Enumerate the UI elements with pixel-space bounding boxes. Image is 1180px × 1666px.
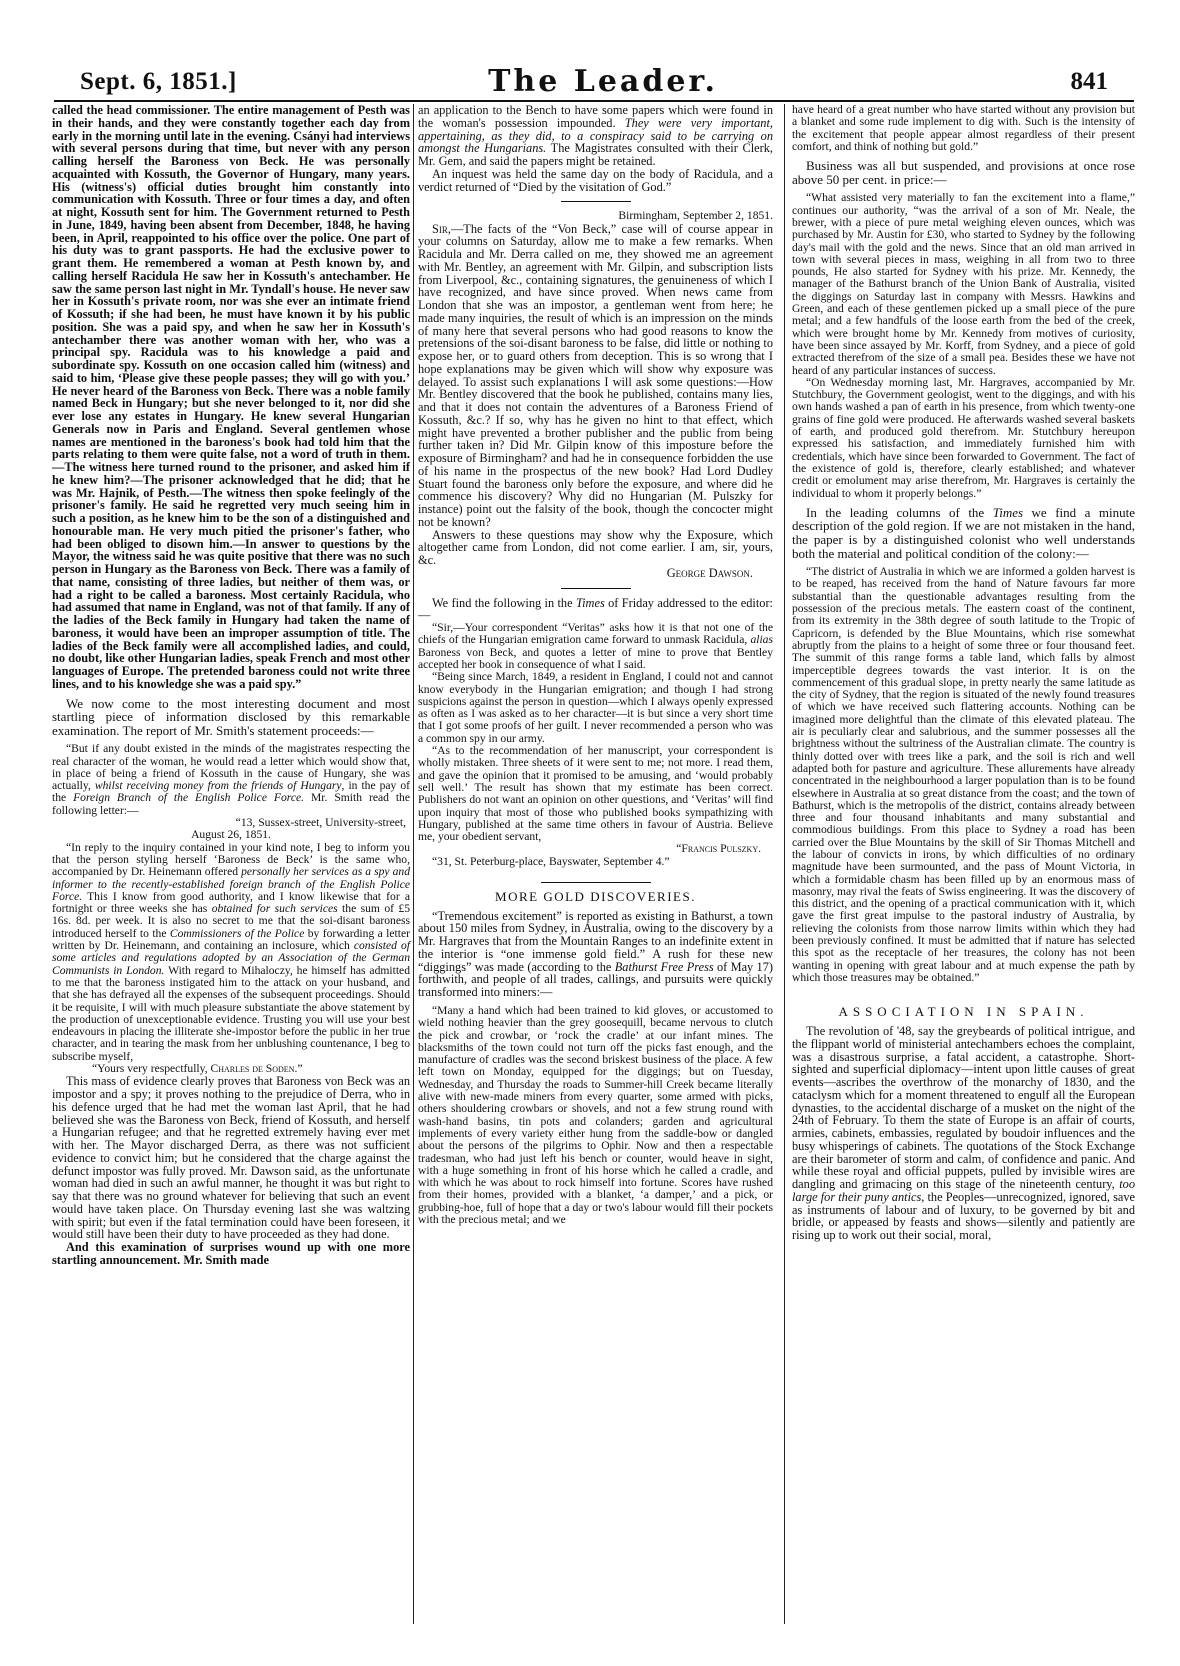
letter-body: Sir,—The facts of the “Von Beck,” case will of course appear in your columns on Saturday, allow me to make a few remarks. When Racidula and Mr. Derra called on me, they showed me an agreement with Mr. Bentley, an agreement with Mr. Gilpin, and subscription lists from Liverpool, &c., containing signatures, the genuineness of which I have recognized, and have since proved. When news came from London that she was an impostor, a gentleman went from here; he made many inquiries, the result of which is an impression on the minds of many here that several persons who had good reasons to know the pretensions of the soi-disant baroness to be false, did little or nothing to expose her, or to guard others from deception. This is so wrong that I hope explanations may be given which will show why exposure was delayed. To assist such explanations I will ask some questions:—How Mr. Bentley discovered that the book he published, contains many lies, and that it does not contain the adventures of a Baroness Friend of Kossuth, &c.? If so, why has he given no hint to that effect, which might have prevented a brother publisher and the public from being further taken in? Did Mr. Gilpin know of this imposture before the exposure of Birmingham? and had he in consequence forbidden the use of his name in the prospectus of the new book? Had Lord Dudley Stuart found the baroness only before the exposure, and where did he commence his discovery? Why did no Hungarian (M. Pulszky for instance) point out the falsity of the book, though the concocter might not be known? (418, 221, 773, 529)
letter-address: “31, St. Peterburg-place, Bayswater, September 4.” (432, 854, 670, 868)
section-heading: MORE GOLD DISCOVERIES. (495, 888, 696, 904)
quoted-paragraph: “Sir,—Your correspondent “Veritas” asks how it is that not one of the chiefs of the Hungarian emigration came forward to unmask Racidula, alias Baroness von Beck, and quotes a letter of mine to prove that Bentley accepted her book in consequence of what I said. (418, 621, 773, 671)
paragraph: Answers to these questions may show why the Exposure, which altogether came from London, did not come earlier. I am, sir, yours, &c. (418, 527, 773, 568)
page-number: 841 (1070, 68, 1108, 95)
quoted-paragraph: “Being since March, 1849, a resident in England, I could not and cannot know everybody in the Hungarian emigration; and though I had strong suspicions against the person in question—which I always openly expressed as often as I was asked as to her character—it is but since a very short time that I got some proofs of her guilt. I never recommended a person who was a common spy in our army. (418, 670, 773, 745)
section-divider (561, 201, 631, 202)
paragraph: The revolution of '48, say the greybeards of political intrigue, and the flippant world of ministerial antechambers echoes the complaint, was a disastrous surprise, a fatal accident, a catastrophe. Short-sighted and superficial diplomacy—intent upon little causes of great events—ascribes the overthrow of the monarchy of 1830, and the cataclysm which for a moment threatened to engulf all the European dynasties, to the accidental discharge of a musket on the night of the 24th of February. To them the state of Europe is an affair of courts, armies, cabinets, embassies, regulated by boudoir influences and the busy whisperings of cabinets. The quotations of the Stock Exchange are their barometer of storm and calm, of confidence and panic. And while these royal and official puppets, pulled by invisible wires are dangling and grimacing on this stage of the nineteenth century, too large for their puny antics, the Peoples—unrecognized, ignored, save as instruments of labour and of luxury, to be governed by bit and bridle, or appeased by feasts and shows—silently and patiently are rising up to work out their social, moral, (792, 1024, 1135, 1243)
column-divider (784, 104, 785, 1624)
paragraph: an application to the Bench to have some papers which were found in the woman's possession impounded. They were very important, appertaining, as they did, to a conspiracy said to be carrying on amongst the Hungarians. The Magistrates consulted with their Clerk, Mr. Gem, and said the papers might be retained. (418, 103, 773, 168)
paragraph: We find the following in the Times of Friday addressed to the editor:— (418, 595, 773, 623)
paragraph: And this examination of surprises wound up with one more startling announcement. Mr. Smith made (52, 1240, 410, 1267)
letter-date: August 26, 1851. (191, 828, 271, 842)
masthead (58, 64, 1148, 104)
quoted-paragraph: “As to the recommendation of her manuscript, your correspondent is wholly mistaken. Three sheets of it were sent to me; not more. I read them, and gave the opinion that it promised to be amusing, and ‘would probably sell well.’ The result has shown that my estimate has been correct. Publishers do not want an opinion on other questions, and ‘Veritas’ will find upon inquiry that most of those who published books sympathizing with Hungary, published at the same time others in favour of Austria. Believe me, your obedient servant, (418, 744, 773, 844)
column-1 (52, 104, 410, 1267)
quoted-paragraph: “Many a hand which had been trained to kid gloves, or accustomed to wield nothing heavier than the grey goosequill, became nervous to clutch the pick and crowbar, or ‘rock the cradle’ at our infant mines. The blacksmiths of the town could not turn off the picks fast enough, and the manufacture of cradles was the second briskest business of the place. A few left town on Monday, equipped for the diggings; but on Tuesday, Wednesday, and Thursday the roads to Summer-hill Creek became literally alive with new-made miners from every quarter, some armed with picks, others shouldering crowbars or shovels, and not a few strung round with wash-hand basins, tin pots and colanders; garden and agricultural implements of every variety either hung from the saddle-bow or dangled about the persons of the pilgrims to Ophir. Now and then a respectable tradesman, who had just left his bench or counter, would heave in sight, with a huge something in front of his horse which he called a cradle, and with which he was about to rock himself into fortune. Scores have rushed from their homes, provided with a blanket, ‘a damper,’ and a pick, or grubbing-hoe, full of hope that a day or two's labour would fill their pockets with the precious metal; and we (418, 1003, 773, 1227)
paragraph: “Tremendous excitement” is reported as existing in Bathurst, a town about 150 miles from Sydney, in Australia, owing to the discovery by a Mr. Hargraves that from the Mountain Ranges to an indefinite extent in the interior is “one immense gold field.” A rush for these new “diggings” was made (according to the Bathurst Free Press of May 17) forthwith, and people of all trades, callings, and pursuits were quickly transformed into miners:— (418, 908, 773, 1000)
quoted-paragraph: have heard of a great number who have started without any provision but a blanket and some rude implement to dig with. Such is the intensity of the excitement that people appear almost regardless of their present comfort, and think of nothing but gold.” (792, 103, 1135, 153)
letter-signature: George Dawson. (666, 565, 753, 580)
quoted-paragraph: “The district of Australia in which we are informed a golden harvest is to be reaped, has received from the hand of Nature favours far more substantial than the questionable advantages resulting from the possession of the precious metals. The eastern coast of the continent, from its extremity in the 38th degree of south latitude to the Tropic of Capricorn, is defended by the Blue Mountains, which rise somewhat abruptly from the plains to a height of some three or four thousand feet. The summit of this range forms a table land, which falls by almost imperceptible degrees towards the vast interior. It is on the commencement of this gradual slope, in pretty nearly the same latitude as the city of Sydney, that the region is situated of the newly found treasures of which we have received such flattering accounts. Nothing can be imagined more delightful than the climate of this elevated plateau. The air is peculiarly clear and salubrious, and the summer possesses all the brightness without the sultriness of the Australian climate. The country is thinly dotted over with trees like a park, and the soil is rich and well adapted both for pasture and agriculture. These allurements have already concentrated in the neighbourhood a larger population than is to be found elsewhere in Australia at so great distance from the coast; and the town of Bathurst, which is the metropolis of the district, contains already between three and four thousand inhabitants and many substantial and commodious buildings. From this place to Sydney a road has been carried over the Blue Mountains by the skill of Sir Thomas Mitchell and the labour of convicts in irons, by which difficulties of no ordinary magnitude have been surmounted, and the pass of Mount Victoria, in which a formidable chasm has been filled up by an enormous mass of masonry, may rival the feats of Swiss engineering. It was the discovery of this district, and the opening of a practical communication with it, which gave the first great impulse to the pastoral industry of Australia, by relieving the colonists from those narrow limits within which they had been previously confined. It must be admitted that if nature has selected this spot as the receptacle of her treasures, the colony has not been wanting in opening with great labour and at much expense the path by which those treasures may be obtained.” (792, 565, 1135, 984)
section-divider (541, 882, 651, 883)
paragraph: An inquest was held the same day on the body of Racidula, and a verdict returned of “Died by the visitation of God.” (418, 166, 773, 194)
quoted-paragraph: “What assisted very materially to fan the excitement into a flame,” continues our authority, “was the arrival of a son of Mr. Neale, the brewer, with a piece of pure metal weighing eleven ounces, which was purchased by Mr. Austin for £30, who started to Sydney by the following day's mail with the gold and the news. Since that an old man arrived in town with several pieces in mass, weighing in all from two to three pounds, He also started for Sydney with his prize. Mr. Kennedy, the manager of the Bathurst branch of the Union Bank of Australia, visited the diggings on Saturday last in company with Messrs. Hawkins and Green, and each of these gentlemen picked up a small piece of the pure metal; and a few handfuls of the loose earth from the bed of the creek, which were brought home by Mr. Kennedy from motives of curiosity, have been since assayed by Mr. Korff, from Sydney, and a piece of gold extracted therefrom of the size of a small pea. Besides these we have not heard of any particular instances of success. (792, 191, 1135, 377)
paragraph: In the leading columns of the Times we find a minute description of the gold region. If we are not mistaken in the hand, the paper is by a distinguished colonist who well understands both the material and political condition of the colony:— (792, 504, 1135, 561)
section-heading: ASSOCIATION IN SPAIN. (838, 1004, 1089, 1020)
column-3 (792, 104, 1135, 1242)
masthead-rule (54, 100, 1134, 102)
quoted-paragraph: “On Wednesday morning last, Mr. Hargraves, accompanied by Mr. Stutchbury, the Government geologist, went to the diggings, and with his own hands washed a pan of earth in his presence, from which twenty-one grains of fine gold were produced. He afterwards washed several baskets of earth, and produced gold therefrom. Mr. Stutchbury hereupon expressed his satisfaction, and immediately furnished him with credentials, which have since been forwarded to Government. The fact of the existence of gold is, therefore, clearly established; and whatever credit or emolument may arise therefrom, Mr. Hargraves is certainly the individual to whom it properly belongs.” (792, 375, 1135, 500)
newspaper-title: The Leader. (488, 64, 718, 99)
letter-signature: “Yours very respectfully, Charles de Soden.” (92, 1062, 303, 1075)
issue-date: Sept. 6, 1851.] (80, 68, 237, 95)
letter-signature: “Francis Pulszky. (676, 842, 761, 856)
paragraph: Business was all but suspended, and provisions at once rose above 50 per cent. in price:— (792, 158, 1135, 187)
paragraph: called the head commissioner. The entire management of Pesth was in their hands, and they were constantly together each day from early in the morning until late in the evening. Csányi had interviews with several persons during that time, but never with any person calling herself the Baroness von Beck. He was personally acquainted with Kossuth, the Governor of Hungary, many years. His (witness's) official duties brought him constantly into communication with Kossuth. Three or four times a day, and often at night, Kossuth sent for him. The Government returned to Pesth in June, 1849, having been absent from December, 1848, he having been, in April, reappointed to his office over the police. One part of his duty was to grant passports. He had the exclusive power to grant them. He remembered a woman at Pesth known by, and calling herself Racidula He saw her in Kossuth's antechamber. He saw the same person last night in Mr. Tyndall's house. He never saw her in Kossuth's private room, nor was she ever an intimate friend of Kossuth; if she had been, he must have known it by his public position. She was a paid spy, and when he saw her in Kossuth's antechamber there was another woman with her, who was a principal spy. Racidula was to his knowledge a paid and subordinate spy. Kossuth on one occasion called him (witness) and said to him, ‘Please give these people passes; they will go with you.’ He never heard of the Baroness von Beck. There was a noble family named Beck in Hungary; but she never belonged to it, nor did she ever lose any estates in Hungary. He knew several Hungarian Generals now in Paris and England. Several gentlemen whose names are mentioned in the baroness's book had told him that the parts relating to them were quite false, not a word of truth in them.—The witness here turned round to the prisoner, and asked him if he knew him?—The prisoner acknowledged that he did; that he was Mr. Hajnik, of Pesth.—The witness then spoke feelingly of the prisoner's family. He said he regretted very much seeing him in such a position, as he knew him to be the son of a distinguished and honourable man. He very much pitied the prisoner's father, who had been obliged to disown him.—In answer to questions by the Mayor, the witness said he was quite positive that there was no such person in Hungary as the Baroness von Beck. There was a family of that name, consisting of three ladies, but neither of them was, or had a right to be called a baroness. Most certainly Racidula, who had assumed that name in England, was not of that family. If any of the ladies of the Beck family in Hungary had taken the name of baroness, it would have been an improper assumption of title. The ladies of the Beck family were all accomplished ladies, and could, no doubt, like other Hungarian ladies, speak French and most other languages of Europe. The pretended baroness could not write three lines, and to his knowledge she was a paid spy.” (52, 103, 410, 691)
section-divider (561, 588, 631, 589)
column-divider (413, 104, 414, 1624)
column-2 (418, 104, 773, 1226)
letter-body: “In reply to the inquiry contained in your kind note, I beg to inform you that the person styling herself ‘Baroness de Beck’ is the same who, accompanied by Dr. Heinemann offered personally her services as a spy and informer to the recently-established foreign branch of the English Police Force. This I know from good authority, and I know likewise that for a fortnight or three weeks she has obtained for such services the sum of £5 16s. 8d. per week. It is also no secret to me that the soi-disant baroness introduced herself to the Commissioners of the Police by forwarding a letter written by Dr. Heinemann, and containing an inclosure, which consisted of some articles and regulations adopted by an Association of the German Communists in London. With regard to Mihaloczy, he himself has admitted to me that the baroness instigated him to the attack on your husband, and that she has defrayed all the expenses of the subsequent proceedings. Should it be requisite, I will with much pleasure substantiate the above statement by the production of unexceptionable evidence. Trusting you will use your best endeavours in placing the illiterate she-impostor before the public in her true character, and in tearing the mask from her unblushing countenance, I beg to subscribe myself, (52, 840, 411, 1063)
dateline: Birmingham, September 2, 1851. (618, 209, 773, 223)
letter-address: “13, Sussex-street, University-street, (235, 816, 406, 830)
paragraph: We now come to the most interesting document and most startling piece of information disclosed by this remarkable examination. The report of Mr. Smith's statement proceeds:— (52, 695, 410, 738)
paragraph: This mass of evidence clearly proves that Baroness von Beck was an impostor and a spy; it proves nothing to the prejudice of Derra, who in his defence urged that he had met the woman last April, that he had believed she was the Baroness von Beck, friend of Kossuth, and herself a Hungarian refugee; and that he regretted extremely having ever met with her. The Mayor discharged Derra, as there was not sufficient evidence to convict him; but he considered that the charge against the defunct impostor was fully proved. Mr. Dawson said, as the unfortunate woman had died in such an awful manner, he thought it was but right to say that there was no ground whatever for believing that such an event would have taken place. On Thursday evening last she was waltzing with spirit; but even if the fatal termination could have been foreseen, it would still have been their duty to have proceeded as they had done. (52, 1074, 410, 1242)
quoted-paragraph: “But if any doubt existed in the minds of the magistrates respecting the real character of the woman, he would read a letter which would show that, in place of being a friend of Kossuth in the cause of Hungary, she was actually, whilst receiving money from the friends of Hungary, in the pay of the Foreign Branch of the English Police Force. Mr. Smith read the following letter:— (52, 742, 410, 817)
